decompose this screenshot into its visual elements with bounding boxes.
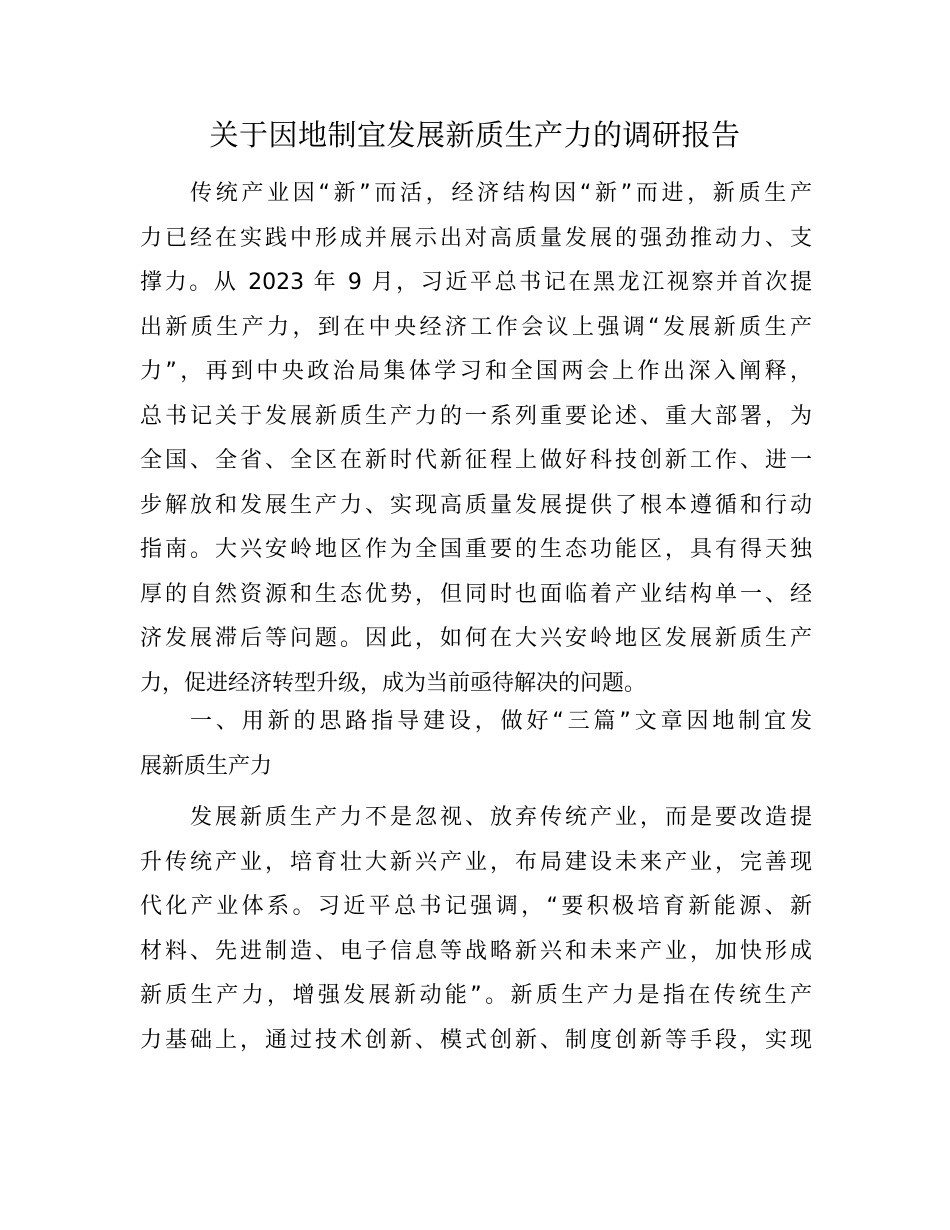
section-heading-1 — [140, 700, 812, 789]
text-line: 出新质生产力，到在中央经济工作会议上强调“发展新质生产 — [140, 314, 812, 340]
document-title: 关于因地制宜发展新质生产力的调研报告 — [209, 118, 741, 152]
text-line: 力”，再到中央政治局集体学习和全国两会上作出深入阐释， — [140, 359, 812, 384]
paragraph-section-1 — [140, 796, 812, 1063]
text-line: 济发展滞后等问题。因此，如何在大兴安岭地区发展新质生产 — [140, 626, 812, 651]
text-line: 展新质生产力 — [140, 753, 273, 779]
text-line: 力已经在实践中形成并展示出对高质量发展的强劲推动力、支 — [140, 225, 812, 251]
text-line: 指南。大兴安岭地区作为全国重要的生态功能区，具有得天独 — [140, 537, 812, 562]
paragraph-intro — [140, 172, 812, 706]
text-line: 总书记关于发展新质生产力的一系列重要论述、重大部署，为 — [140, 403, 812, 429]
text-line: 厚的自然资源和生态优势，但同时也面临着产业结构单一、经 — [140, 581, 812, 607]
text-line: 材料、先进制造、电子信息等战略新兴和未来产业，加快形成 — [140, 938, 812, 964]
text-line: 撑力。从 2023 年 9 月，习近平总书记在黑龙江视察并首次提 — [140, 270, 812, 295]
text-line: 全国、全省、全区在新时代新征程上做好科技创新工作、进一 — [140, 448, 812, 473]
text-line: 步解放和发展生产力、实现高质量发展提供了根本遵循和行动 — [140, 492, 812, 518]
text-line: 一、用新的思路指导建设，做好“三篇”文章因地制宜发 — [190, 709, 812, 734]
text-line: 力，促进经济转型升级，成为当前亟待解决的问题。 — [140, 670, 647, 696]
text-line: 力基础上，通过技术创新、模式创新、制度创新等手段，实现 — [140, 1027, 812, 1053]
text-line: 传统产业因“新”而活，经济结构因“新”而进，新质生产 — [190, 181, 812, 206]
text-line: 升传统产业，培育壮大新兴产业，布局建设未来产业，完善现 — [140, 849, 812, 875]
text-line: 新质生产力，增强发展新动能”。新质生产力是指在传统生产 — [140, 983, 812, 1008]
text-line: 发展新质生产力不是忽视、放弃传统产业，而是要改造提 — [190, 805, 812, 830]
text-line: 代化产业体系。习近平总书记强调，“要积极培育新能源、新 — [140, 894, 812, 919]
